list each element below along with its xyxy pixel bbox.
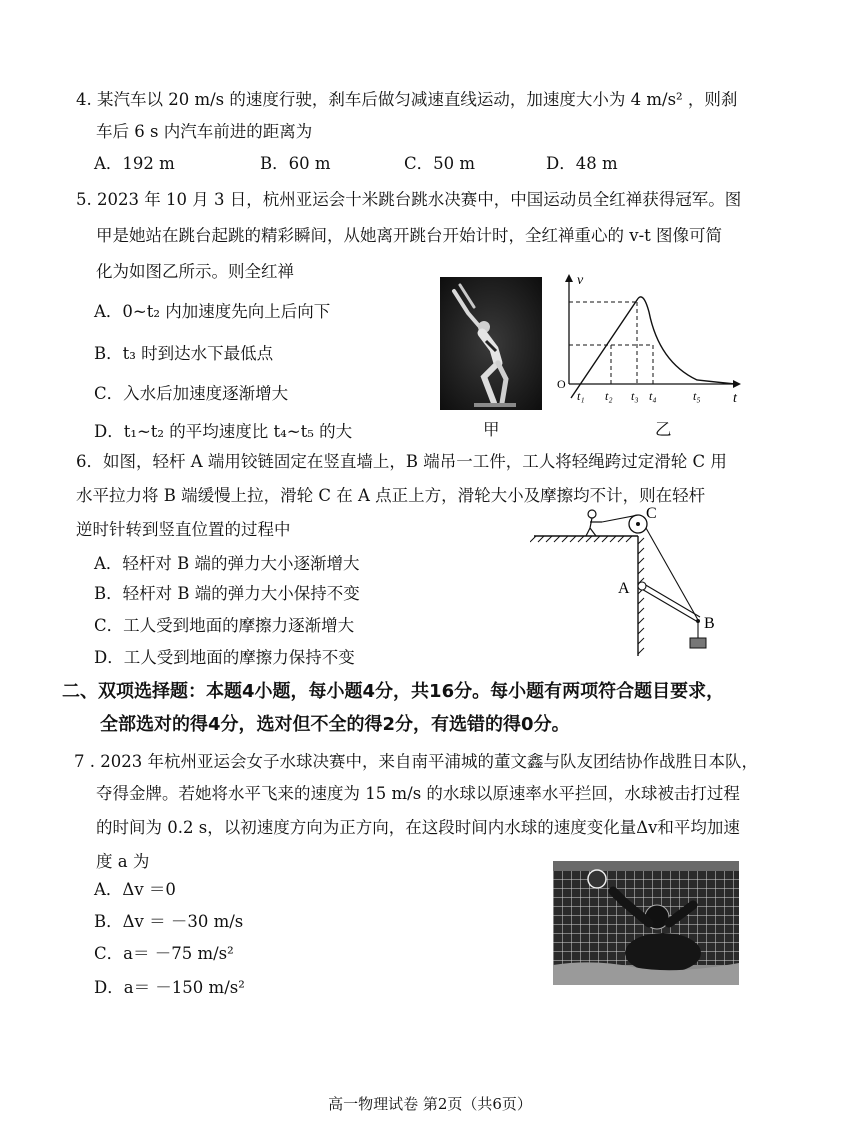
q5-stem-line1: 5. 2023 年 10 月 3 日，杭州亚运会十米跳台跳水决赛中，中国运动员全红禅获得冠军。图 (76, 190, 742, 209)
fig-yi-caption: 乙 (655, 420, 672, 439)
vt-graph (555, 270, 745, 408)
tick-t2: t₂ (605, 389, 613, 403)
water-polo-photo (553, 861, 739, 985)
t-axis-label: t (733, 391, 737, 406)
q7-option-c: C．a＝ －75 m/s² (94, 944, 234, 963)
q7-stem-line3: 的时间为 0.2 s，以初速度方向为正方向，在这段时间内水球的速度变化量Δv和平均加速 (96, 818, 740, 837)
section2-heading-line1: 二、双项选择题：本题4小题，每小题4分，共16分。每小题有两项符合题目要求， (62, 681, 725, 702)
q5-option-a: A．0~t₂ 内加速度先向上后向下 (94, 302, 331, 321)
q6-option-a: A．轻杆对 B 端的弹力大小逐渐增大 (94, 554, 360, 573)
q4-option-c: C．50 m (404, 154, 476, 173)
label-b: B (704, 615, 715, 632)
q5-option-c: C．入水后加速度逐渐增大 (94, 384, 289, 403)
q7-stem-line1: 7 . 2023 年杭州亚运会女子水球决赛中，来自南平浦城的董文鑫与队友团结协作战胜日本队， (74, 752, 758, 771)
q7-option-a: A．Δv ＝0 (94, 880, 176, 899)
diver-photo (440, 277, 542, 410)
fig-jia-caption: 甲 (483, 420, 500, 439)
q7-stem-line4: 度 a 为 (96, 852, 150, 871)
q6-option-b: B．轻杆对 B 端的弹力大小保持不变 (94, 584, 360, 603)
q4-option-b: B．60 m (260, 154, 331, 173)
q4-option-a: A．192 m (94, 154, 175, 173)
q4-options (94, 150, 694, 174)
page-footer: 高一物理试卷 第2页（共6页） (328, 1095, 532, 1113)
q7-option-b: B．Δv ＝ －30 m/s (94, 912, 244, 931)
q6-option-c: C．工人受到地面的摩擦力逐渐增大 (94, 616, 355, 635)
origin-label: O (557, 377, 566, 391)
q5-stem-line2: 甲是她站在跳台起跳的精彩瞬间，从她离开跳台开始计时，全红禅重心的 v-t 图像可简 (96, 226, 723, 245)
tick-t5: t₅ (693, 389, 701, 403)
label-c: C (646, 505, 657, 522)
q5-stem-line3: 化为如图乙所示。则全红禅 (96, 262, 294, 281)
q4-option-d: D．48 m (546, 154, 618, 173)
q5-option-d: D．t₁~t₂ 的平均速度比 t₄~t₅ 的大 (94, 422, 353, 441)
q6-stem-line2: 水平拉力将 B 端缓慢上拉，滑轮 C 在 A 点正上方，滑轮大小及摩擦均不计，则在轻杆 (76, 486, 706, 505)
section2-heading-line2: 全部选对的得4分，选对但不全的得2分，有选错的得0分。 (100, 714, 570, 735)
q7-option-d: D．a＝ －150 m/s² (94, 978, 245, 997)
label-a: A (618, 580, 630, 597)
tick-t1: t₁ (577, 389, 585, 403)
pulley-diagram (530, 500, 730, 660)
q6-stem-line1: 6．如图，轻杆 A 端用铰链固定在竖直墙上，B 端吊一工件，工人将轻绳跨过定滑轮 C 用 (76, 452, 727, 471)
q6-stem-line3: 逆时针转到竖直位置的过程中 (76, 520, 291, 539)
q4-stem-line2: 车后 6 s 内汽车前进的距离为 (96, 122, 313, 141)
q6-option-d: D．工人受到地面的摩擦力保持不变 (94, 648, 355, 667)
q7-stem-line2: 夺得金牌。若她将水平飞来的速度为 15 m/s 的水球以原速率水平拦回，水球被击打过程 (96, 784, 740, 803)
q4-stem-line1: 4. 某汽车以 20 m/s 的速度行驶，刹车后做匀减速直线运动，加速度大小为 4 m/s² ，则刹 (76, 90, 738, 109)
q5-option-b: B．t₃ 时到达水下最低点 (94, 344, 274, 363)
tick-t3: t₃ (631, 389, 639, 403)
tick-t4: t₄ (649, 389, 657, 403)
v-axis-label: v (577, 273, 584, 288)
